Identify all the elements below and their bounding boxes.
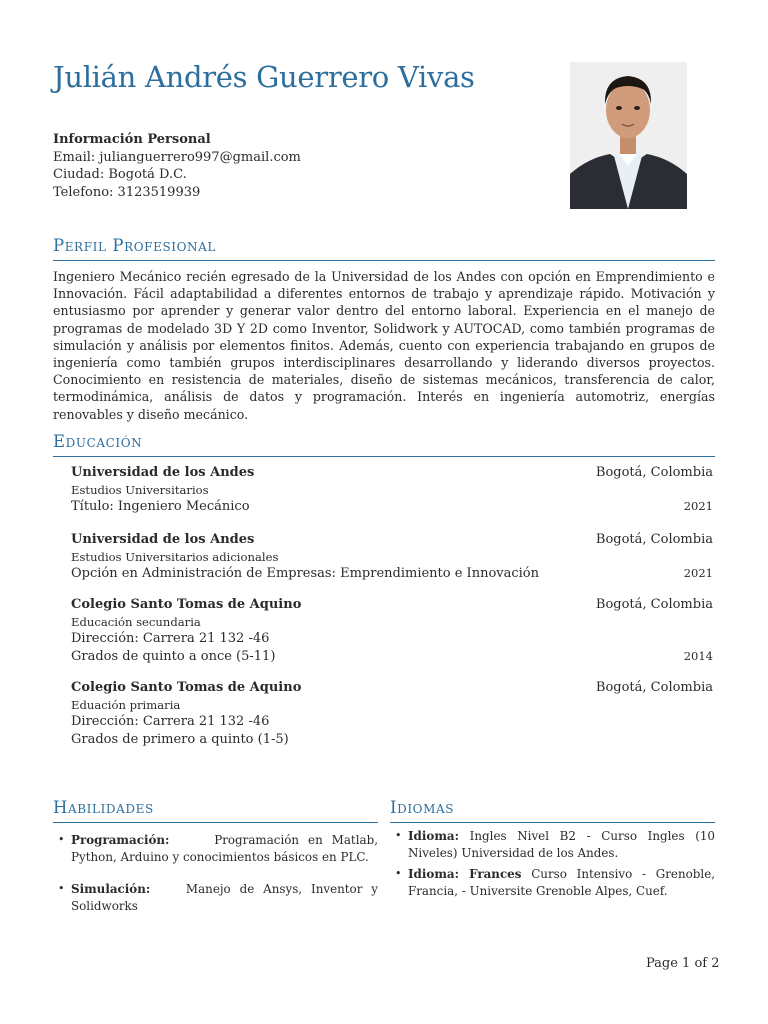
personal-info-title: Información Personal: [53, 132, 211, 147]
skills-section-title: Habilidades: [53, 798, 154, 817]
skill-item: • Simulación: Manejo de Ansys, Inventor y Solidworks: [58, 882, 378, 913]
language-item: • Idioma: Ingles Nivel B2 - Curso Ingles (10 Niveles) Universidad de los Andes.: [395, 829, 715, 860]
profile-photo: [570, 62, 687, 209]
education-year: 2021: [683, 499, 713, 513]
profile-photo-illustration: [570, 62, 687, 209]
education-detail: Opción en Administración de Empresas: Emprendimiento e Innovación: [71, 566, 539, 581]
language-item: • Idioma: Frances Curso Intensivo - Grenoble, Francia, - Universite Grenoble Alpes, Cuef.: [395, 867, 716, 898]
skill-label: Programación:: [71, 833, 170, 847]
education-institution: Universidad de los Andes: [71, 532, 255, 547]
city-line: Ciudad: Bogotá D.C.: [53, 167, 187, 182]
personal-info: [53, 131, 301, 201]
skills-list: [58, 832, 378, 913]
education-entry: [71, 531, 713, 583]
education-subtitle: Educación secundaria: [71, 615, 201, 629]
profile-section-title: Perfil Profesional: [53, 236, 216, 255]
education-section-divider: [53, 456, 715, 457]
education-subtitle: Eduación primaria: [71, 698, 181, 712]
email-line: Email: julianguerrero997@gmail.com: [53, 149, 301, 165]
candidate-name: Julián Andrés Guerrero Vivas: [53, 60, 475, 94]
languages-list: [395, 828, 716, 908]
education-detail: Grados de primero a quinto (1-5): [71, 731, 289, 747]
education-institution: Colegio Santo Tomas de Aquino: [71, 597, 302, 612]
skill-text: Programación en Matlab, Python, Arduino y conocimientos básicos en PLC.: [71, 833, 378, 864]
education-detail: Título: Ingeniero Mecánico: [71, 499, 250, 514]
education-subtitle: Estudios Universitarios adicionales: [71, 550, 279, 564]
phone-line: Telefono: 3123519939: [53, 184, 201, 200]
education-location: Bogotá, Colombia: [595, 597, 713, 612]
skills-section-divider: [53, 822, 378, 823]
education-location: Bogotá, Colombia: [595, 680, 713, 695]
education-institution: Colegio Santo Tomas de Aquino: [71, 680, 302, 695]
education-year: 2021: [683, 566, 713, 580]
languages-section-title: Idiomas: [390, 798, 455, 817]
languages-section-divider: [390, 822, 715, 823]
education-location: Bogotá, Colombia: [595, 465, 713, 480]
education-entry: [71, 596, 713, 665]
skill-label: Simulación:: [71, 882, 151, 896]
language-label: Idioma:: [408, 829, 459, 843]
education-detail: Dirección: Carrera 21 132 -46: [71, 714, 270, 729]
skill-item: • Programación: Programación en Matlab, Python, Arduino y conocimientos básicos en PLC.: [58, 833, 378, 864]
education-institution: Universidad de los Andes: [71, 465, 255, 480]
education-subtitle: Estudios Universitarios: [71, 483, 209, 497]
education-detail: Grados de quinto a once (5-11): [71, 648, 276, 664]
education-detail: Dirección: Carrera 21 132 -46: [71, 631, 270, 646]
education-year: 2014: [683, 648, 713, 663]
page-number: Page 1 of 2: [646, 956, 720, 971]
profile-summary: Ingeniero Mecánico recién egresado de la Universidad de los Andes con opción en Emprendimiento e Innovación. Fácil adaptabilidad a diferentes entornos de trabajo y aprendizaje rápido. Motivación y entusiasmo por aprender y generar valor dentro del entorno laboral. Experiencia en el manejo de programas de modelado 3D Y 2D como Inventor, Solidwork y AUTOCAD, como también programas de simulación y análisis por elementos finitos. Además, cuento con experiencia trabajando en grupos de ingeniería como también grupos interdisciplinares desarrollando y liderando diversos proyectos. Conocimiento en resistencia de materiales, diseño de sistemas mecánicos, transferencia de calor, termodinámica, análisis de datos y programación. Interés en ingeniería automotriz, energías renovables y diseño mecánico.: [53, 269, 715, 422]
language-text: Ingles Nivel B2 - Curso Ingles (10 Niveles) Universidad de los Andes.: [408, 829, 715, 860]
education-entry: [71, 464, 713, 516]
language-text: Curso Intensivo - Grenoble, Francia, - Universite Grenoble Alpes, Cuef.: [408, 867, 716, 898]
education-section-title: Educación: [53, 432, 143, 451]
profile-section-divider: [53, 260, 715, 261]
education-entry: [71, 679, 713, 748]
language-label: Idioma: Frances: [408, 867, 522, 881]
skill-text: Manejo de Ansys, Inventor y Solidworks: [71, 882, 378, 913]
education-location: Bogotá, Colombia: [595, 532, 713, 547]
